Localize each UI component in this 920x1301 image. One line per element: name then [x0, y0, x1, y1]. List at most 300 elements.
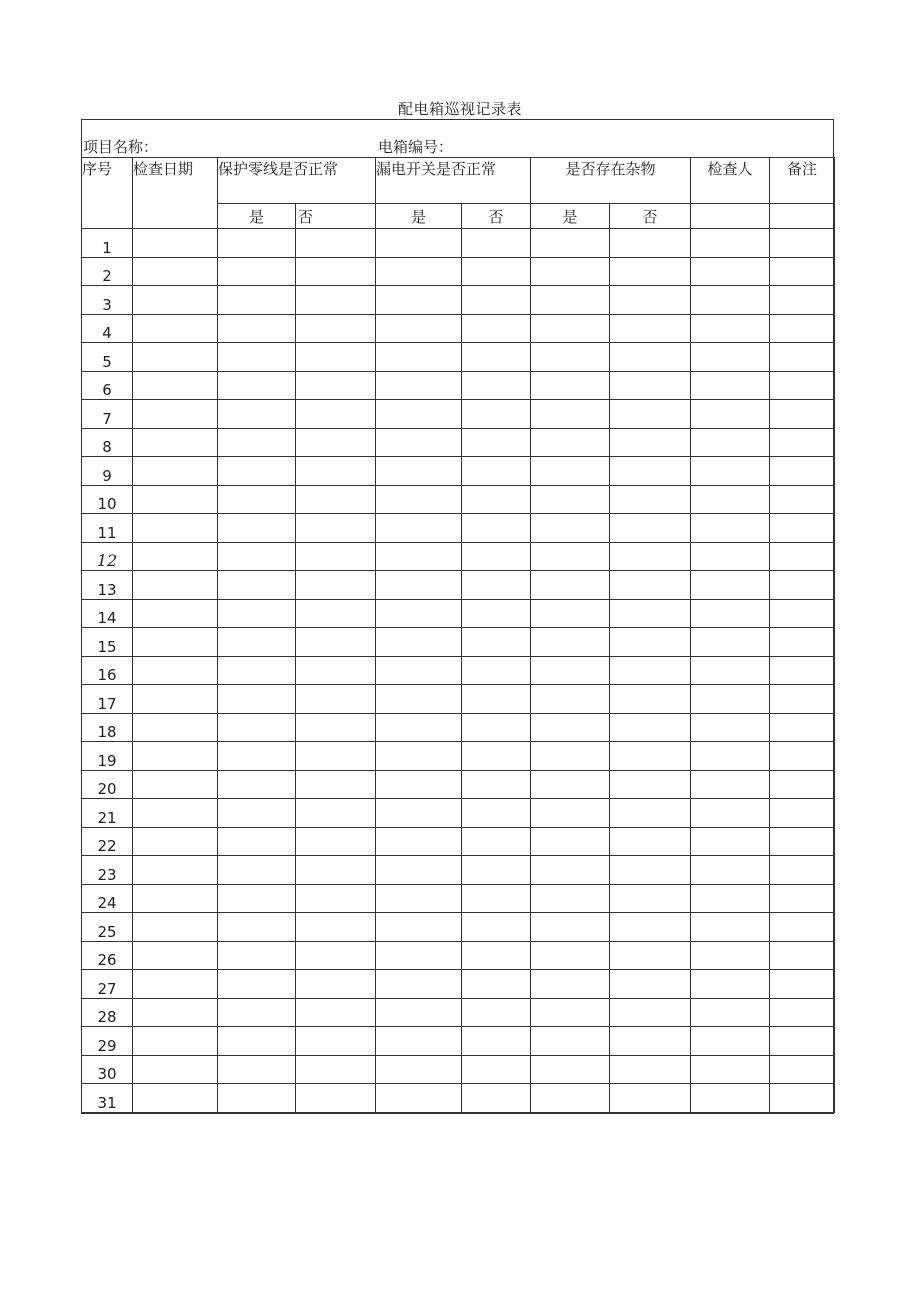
check-date-cell[interactable]	[133, 970, 218, 999]
row-number: 12	[82, 543, 133, 571]
leakage-yes-cell[interactable]	[376, 714, 462, 742]
remarks-cell[interactable]	[770, 229, 835, 258]
leakage-yes-cell[interactable]	[376, 400, 462, 429]
check-date-cell[interactable]	[133, 543, 218, 571]
inspector-cell[interactable]	[691, 343, 770, 372]
check-date-cell[interactable]	[133, 628, 218, 657]
check-date-cell[interactable]	[133, 258, 218, 286]
inspector-cell[interactable]	[691, 400, 770, 429]
check-date-cell[interactable]	[133, 657, 218, 685]
remarks-cell[interactable]	[770, 657, 835, 685]
check-date-cell[interactable]	[133, 771, 218, 799]
leakage-yes-cell[interactable]	[376, 999, 462, 1027]
remarks-cell[interactable]	[770, 1056, 835, 1084]
inspector-cell[interactable]	[691, 1084, 770, 1113]
debris-no-cell[interactable]	[610, 343, 691, 372]
inspector-cell[interactable]	[691, 286, 770, 315]
remarks-cell[interactable]	[770, 486, 835, 514]
debris-yes-cell[interactable]	[531, 486, 610, 514]
inspector-cell[interactable]	[691, 856, 770, 885]
protective-yes-cell[interactable]	[218, 258, 296, 286]
inspector-cell[interactable]	[691, 315, 770, 343]
check-date-cell[interactable]	[133, 400, 218, 429]
debris-yes-cell[interactable]	[531, 543, 610, 571]
debris-no-cell[interactable]	[610, 771, 691, 799]
protective-yes-cell[interactable]	[218, 400, 296, 429]
debris-no-cell[interactable]	[610, 429, 691, 457]
debris-yes-cell[interactable]	[531, 600, 610, 628]
protective-yes-cell[interactable]	[218, 1084, 296, 1113]
leakage-yes-cell[interactable]	[376, 229, 462, 258]
inspector-cell[interactable]	[691, 913, 770, 942]
debris-no-cell[interactable]	[610, 543, 691, 571]
leakage-no-cell[interactable]	[462, 970, 531, 999]
debris-no-cell[interactable]	[610, 315, 691, 343]
debris-no-cell[interactable]	[610, 486, 691, 514]
inspector-cell[interactable]	[691, 543, 770, 571]
debris-no-cell[interactable]	[610, 600, 691, 628]
check-date-cell[interactable]	[133, 286, 218, 315]
leakage-yes-cell[interactable]	[376, 885, 462, 913]
protective-yes-cell[interactable]	[218, 885, 296, 913]
leakage-yes-cell[interactable]	[376, 543, 462, 571]
table-row	[82, 1027, 835, 1056]
protective-no-cell[interactable]	[296, 1056, 376, 1084]
remarks-cell[interactable]	[770, 400, 835, 429]
check-date-cell[interactable]	[133, 1084, 218, 1113]
protective-no-cell[interactable]	[296, 657, 376, 685]
leakage-no-cell[interactable]	[462, 856, 531, 885]
protective-yes-cell[interactable]	[218, 742, 296, 771]
check-date-cell[interactable]	[133, 343, 218, 372]
remarks-cell[interactable]	[770, 571, 835, 600]
check-date-cell[interactable]	[133, 1056, 218, 1084]
remarks-cell[interactable]	[770, 742, 835, 771]
debris-yes-cell[interactable]	[531, 571, 610, 600]
leakage-no-cell[interactable]	[462, 429, 531, 457]
protective-yes-cell[interactable]	[218, 828, 296, 856]
table-row	[82, 714, 835, 742]
leakage-yes-cell[interactable]	[376, 657, 462, 685]
debris-yes-cell[interactable]	[531, 400, 610, 429]
leakage-no-cell[interactable]	[462, 913, 531, 942]
row-number: 29	[82, 1027, 133, 1056]
debris-no-cell[interactable]	[610, 999, 691, 1027]
row-number: 17	[82, 685, 133, 714]
inspector-cell[interactable]	[691, 1056, 770, 1084]
leakage-yes-cell[interactable]	[376, 514, 462, 543]
inspector-cell[interactable]	[691, 457, 770, 486]
protective-no-cell[interactable]	[296, 343, 376, 372]
leakage-yes-cell[interactable]	[376, 343, 462, 372]
protective-no-cell[interactable]	[296, 942, 376, 970]
protective-yes-cell[interactable]	[218, 543, 296, 571]
remarks-cell[interactable]	[770, 771, 835, 799]
debris-no-cell[interactable]	[610, 400, 691, 429]
debris-yes-cell[interactable]	[531, 856, 610, 885]
debris-no-cell[interactable]	[610, 457, 691, 486]
inspector-cell[interactable]	[691, 799, 770, 828]
check-date-cell[interactable]	[133, 942, 218, 970]
check-date-cell[interactable]	[133, 799, 218, 828]
protective-yes-cell[interactable]	[218, 1027, 296, 1056]
protective-yes-cell[interactable]	[218, 286, 296, 315]
leakage-yes-cell[interactable]	[376, 913, 462, 942]
protective-no-cell[interactable]	[296, 913, 376, 942]
protective-no-cell[interactable]	[296, 714, 376, 742]
debris-yes-cell[interactable]	[531, 343, 610, 372]
leakage-yes-cell[interactable]	[376, 286, 462, 315]
debris-no-cell[interactable]	[610, 286, 691, 315]
leakage-no-cell[interactable]	[462, 999, 531, 1027]
debris-no-cell[interactable]	[610, 1027, 691, 1056]
leakage-no-cell[interactable]	[462, 486, 531, 514]
table-row	[82, 429, 835, 457]
inspector-cell[interactable]	[691, 229, 770, 258]
header-protective-neutral: 保护零线是否正常	[218, 158, 376, 204]
remarks-cell[interactable]	[770, 343, 835, 372]
protective-no-cell[interactable]	[296, 685, 376, 714]
debris-yes-cell[interactable]	[531, 685, 610, 714]
leakage-yes-cell[interactable]	[376, 742, 462, 771]
debris-yes-cell[interactable]	[531, 429, 610, 457]
remarks-cell[interactable]	[770, 628, 835, 657]
check-date-cell[interactable]	[133, 571, 218, 600]
check-date-cell[interactable]	[133, 600, 218, 628]
protective-no-cell[interactable]	[296, 229, 376, 258]
leakage-yes-cell[interactable]	[376, 258, 462, 286]
table-row	[82, 742, 835, 771]
debris-yes-cell[interactable]	[531, 457, 610, 486]
remarks-cell[interactable]	[770, 999, 835, 1027]
project-name-label: 项目名称：	[83, 138, 159, 156]
debris-no-cell[interactable]	[610, 685, 691, 714]
inspector-cell[interactable]	[691, 942, 770, 970]
check-date-cell[interactable]	[133, 514, 218, 543]
row-number: 27	[82, 970, 133, 999]
leakage-no-cell[interactable]	[462, 942, 531, 970]
check-date-cell[interactable]	[133, 999, 218, 1027]
table-row	[82, 657, 835, 685]
debris-yes-cell[interactable]	[531, 229, 610, 258]
debris-yes-cell[interactable]	[531, 372, 610, 400]
protective-no-cell[interactable]	[296, 742, 376, 771]
protective-yes-cell[interactable]	[218, 372, 296, 400]
protective-no-cell[interactable]	[296, 828, 376, 856]
remarks-cell[interactable]	[770, 457, 835, 486]
debris-yes-cell[interactable]	[531, 258, 610, 286]
remarks-cell[interactable]	[770, 600, 835, 628]
remarks-cell[interactable]	[770, 856, 835, 885]
debris-yes-cell[interactable]	[531, 771, 610, 799]
leakage-no-cell[interactable]	[462, 742, 531, 771]
protective-yes-cell[interactable]	[218, 714, 296, 742]
check-date-cell[interactable]	[133, 714, 218, 742]
debris-no-cell[interactable]	[610, 799, 691, 828]
table-row	[82, 400, 835, 429]
row-number: 25	[82, 913, 133, 942]
debris-no-cell[interactable]	[610, 571, 691, 600]
check-date-cell[interactable]	[133, 828, 218, 856]
debris-no-cell[interactable]	[610, 828, 691, 856]
leakage-yes-cell[interactable]	[376, 571, 462, 600]
debris-yes-cell[interactable]	[531, 628, 610, 657]
leakage-no-cell[interactable]	[462, 229, 531, 258]
debris-no-cell[interactable]	[610, 372, 691, 400]
protective-no-cell[interactable]	[296, 286, 376, 315]
protective-no-cell[interactable]	[296, 514, 376, 543]
debris-yes-cell[interactable]	[531, 999, 610, 1027]
remarks-cell[interactable]	[770, 1084, 835, 1113]
protective-yes-cell[interactable]	[218, 457, 296, 486]
table-row	[82, 970, 835, 999]
debris-yes-cell[interactable]	[531, 913, 610, 942]
leakage-yes-cell[interactable]	[376, 315, 462, 343]
protective-no-cell[interactable]	[296, 628, 376, 657]
leakage-no-cell[interactable]	[462, 315, 531, 343]
debris-no-cell[interactable]	[610, 657, 691, 685]
leakage-no-cell[interactable]	[462, 343, 531, 372]
inspector-cell[interactable]	[691, 714, 770, 742]
remarks-cell[interactable]	[770, 258, 835, 286]
protective-no-cell[interactable]	[296, 429, 376, 457]
leakage-no-cell[interactable]	[462, 771, 531, 799]
leakage-no-cell[interactable]	[462, 1084, 531, 1113]
protective-no-cell[interactable]	[296, 315, 376, 343]
remarks-cell[interactable]	[770, 799, 835, 828]
leakage-no-cell[interactable]	[462, 543, 531, 571]
debris-yes-cell[interactable]	[531, 742, 610, 771]
protective-yes-cell[interactable]	[218, 628, 296, 657]
protective-no-cell[interactable]	[296, 372, 376, 400]
leakage-no-cell[interactable]	[462, 600, 531, 628]
debris-yes-cell[interactable]	[531, 885, 610, 913]
inspector-cell[interactable]	[691, 258, 770, 286]
leakage-yes-cell[interactable]	[376, 600, 462, 628]
protective-no-cell[interactable]	[296, 771, 376, 799]
debris-yes-cell[interactable]	[531, 315, 610, 343]
protective-no-cell[interactable]	[296, 1084, 376, 1113]
check-date-cell[interactable]	[133, 229, 218, 258]
leakage-yes-cell[interactable]	[376, 1056, 462, 1084]
debris-yes-cell[interactable]	[531, 799, 610, 828]
leakage-yes-cell[interactable]	[376, 856, 462, 885]
check-date-cell[interactable]	[133, 315, 218, 343]
leakage-yes-cell[interactable]	[376, 771, 462, 799]
leakage-no-cell[interactable]	[462, 286, 531, 315]
remarks-cell[interactable]	[770, 885, 835, 913]
leakage-no-cell[interactable]	[462, 258, 531, 286]
remarks-cell[interactable]	[770, 714, 835, 742]
protective-yes-cell[interactable]	[218, 999, 296, 1027]
table-row	[82, 1084, 835, 1113]
leakage-no-cell[interactable]	[462, 1027, 531, 1056]
protective-no-cell[interactable]	[296, 457, 376, 486]
table-row	[82, 286, 835, 315]
inspector-cell[interactable]	[691, 771, 770, 799]
leakage-no-cell[interactable]	[462, 1056, 531, 1084]
protective-yes-cell[interactable]	[218, 913, 296, 942]
inspector-cell[interactable]	[691, 685, 770, 714]
remarks-cell[interactable]	[770, 970, 835, 999]
inspector-cell[interactable]	[691, 742, 770, 771]
protective-yes-cell[interactable]	[218, 771, 296, 799]
inspector-cell[interactable]	[691, 514, 770, 543]
inspector-cell[interactable]	[691, 999, 770, 1027]
inspector-cell[interactable]	[691, 628, 770, 657]
remarks-cell[interactable]	[770, 514, 835, 543]
inspector-cell[interactable]	[691, 885, 770, 913]
debris-no-cell[interactable]	[610, 885, 691, 913]
protective-no-cell[interactable]	[296, 999, 376, 1027]
check-date-cell[interactable]	[133, 486, 218, 514]
debris-no-cell[interactable]	[610, 714, 691, 742]
inspector-cell[interactable]	[691, 970, 770, 999]
check-date-cell[interactable]	[133, 742, 218, 771]
debris-no-cell[interactable]	[610, 1056, 691, 1084]
remarks-cell[interactable]	[770, 543, 835, 571]
protective-yes-cell[interactable]	[218, 229, 296, 258]
leakage-yes-cell[interactable]	[376, 1027, 462, 1056]
protective-no-cell[interactable]	[296, 885, 376, 913]
table-row	[82, 543, 835, 571]
check-date-cell[interactable]	[133, 457, 218, 486]
inspector-cell[interactable]	[691, 657, 770, 685]
protective-yes-cell[interactable]	[218, 1056, 296, 1084]
leakage-no-cell[interactable]	[462, 372, 531, 400]
remarks-cell[interactable]	[770, 315, 835, 343]
protective-no-cell[interactable]	[296, 543, 376, 571]
debris-no-cell[interactable]	[610, 229, 691, 258]
protective-yes-cell[interactable]	[218, 429, 296, 457]
remarks-cell[interactable]	[770, 942, 835, 970]
inspector-cell[interactable]	[691, 1027, 770, 1056]
debris-yes-cell[interactable]	[531, 714, 610, 742]
protective-yes-cell[interactable]	[218, 856, 296, 885]
protective-no-cell[interactable]	[296, 600, 376, 628]
leakage-no-cell[interactable]	[462, 657, 531, 685]
protective-yes-cell[interactable]	[218, 657, 296, 685]
protective-yes-cell[interactable]	[218, 315, 296, 343]
leakage-no-cell[interactable]	[462, 799, 531, 828]
protective-no-cell[interactable]	[296, 799, 376, 828]
leakage-yes-cell[interactable]	[376, 628, 462, 657]
debris-no-cell[interactable]	[610, 514, 691, 543]
remarks-cell[interactable]	[770, 429, 835, 457]
debris-yes-cell[interactable]	[531, 970, 610, 999]
inspector-cell[interactable]	[691, 486, 770, 514]
protective-yes-cell[interactable]	[218, 514, 296, 543]
debris-yes-cell[interactable]	[531, 286, 610, 315]
remarks-cell[interactable]	[770, 685, 835, 714]
debris-no-cell[interactable]	[610, 742, 691, 771]
remarks-cell[interactable]	[770, 286, 835, 315]
debris-yes-cell[interactable]	[531, 657, 610, 685]
header-seq: 序号	[82, 158, 133, 229]
debris-yes-cell[interactable]	[531, 1027, 610, 1056]
leakage-yes-cell[interactable]	[376, 970, 462, 999]
leakage-no-cell[interactable]	[462, 685, 531, 714]
leakage-no-cell[interactable]	[462, 400, 531, 429]
protective-yes-cell[interactable]	[218, 486, 296, 514]
debris-yes-cell[interactable]	[531, 514, 610, 543]
protective-no-cell[interactable]	[296, 400, 376, 429]
protective-no-cell[interactable]	[296, 1027, 376, 1056]
leakage-no-cell[interactable]	[462, 457, 531, 486]
leakage-yes-cell[interactable]	[376, 942, 462, 970]
check-date-cell[interactable]	[133, 429, 218, 457]
remarks-cell[interactable]	[770, 1027, 835, 1056]
debris-no-cell[interactable]	[610, 1084, 691, 1113]
leakage-yes-cell[interactable]	[376, 486, 462, 514]
debris-yes-cell[interactable]	[531, 1084, 610, 1113]
remarks-cell[interactable]	[770, 828, 835, 856]
check-date-cell[interactable]	[133, 856, 218, 885]
leakage-yes-cell[interactable]	[376, 828, 462, 856]
check-date-cell[interactable]	[133, 372, 218, 400]
protective-yes-cell[interactable]	[218, 799, 296, 828]
leakage-yes-cell[interactable]	[376, 685, 462, 714]
debris-no-cell[interactable]	[610, 856, 691, 885]
protective-no-cell[interactable]	[296, 486, 376, 514]
leakage-no-cell[interactable]	[462, 628, 531, 657]
protective-yes-cell[interactable]	[218, 343, 296, 372]
check-date-cell[interactable]	[133, 913, 218, 942]
debris-yes-cell[interactable]	[531, 828, 610, 856]
protective-no-cell[interactable]	[296, 856, 376, 885]
protective-yes-cell[interactable]	[218, 571, 296, 600]
protective-no-cell[interactable]	[296, 258, 376, 286]
debris-yes-cell[interactable]	[531, 1056, 610, 1084]
debris-yes-cell[interactable]	[531, 942, 610, 970]
protective-yes-cell[interactable]	[218, 685, 296, 714]
debris-no-cell[interactable]	[610, 258, 691, 286]
remarks-cell[interactable]	[770, 913, 835, 942]
leakage-yes-cell[interactable]	[376, 457, 462, 486]
header-inspector: 检查人	[691, 158, 770, 204]
protective-yes-cell[interactable]	[218, 970, 296, 999]
leakage-no-cell[interactable]	[462, 828, 531, 856]
leakage-yes-cell[interactable]	[376, 799, 462, 828]
protective-yes-cell[interactable]	[218, 942, 296, 970]
debris-no-cell[interactable]	[610, 913, 691, 942]
leakage-yes-cell[interactable]	[376, 372, 462, 400]
remarks-cell[interactable]	[770, 372, 835, 400]
leakage-no-cell[interactable]	[462, 571, 531, 600]
check-date-cell[interactable]	[133, 885, 218, 913]
debris-no-cell[interactable]	[610, 628, 691, 657]
inspector-cell[interactable]	[691, 828, 770, 856]
box-number-label: 电箱编号：	[378, 138, 454, 156]
leakage-no-cell[interactable]	[462, 714, 531, 742]
debris-no-cell[interactable]	[610, 942, 691, 970]
leakage-yes-cell[interactable]	[376, 429, 462, 457]
leakage-yes-cell[interactable]	[376, 1084, 462, 1113]
leakage-no-cell[interactable]	[462, 514, 531, 543]
protective-no-cell[interactable]	[296, 571, 376, 600]
inspector-cell[interactable]	[691, 429, 770, 457]
leakage-no-cell[interactable]	[462, 885, 531, 913]
debris-no-cell[interactable]	[610, 970, 691, 999]
inspector-cell[interactable]	[691, 600, 770, 628]
inspector-cell[interactable]	[691, 571, 770, 600]
check-date-cell[interactable]	[133, 685, 218, 714]
inspector-cell[interactable]	[691, 372, 770, 400]
protective-yes-cell[interactable]	[218, 600, 296, 628]
protective-no-cell[interactable]	[296, 970, 376, 999]
check-date-cell[interactable]	[133, 1027, 218, 1056]
row-number: 16	[82, 657, 133, 685]
